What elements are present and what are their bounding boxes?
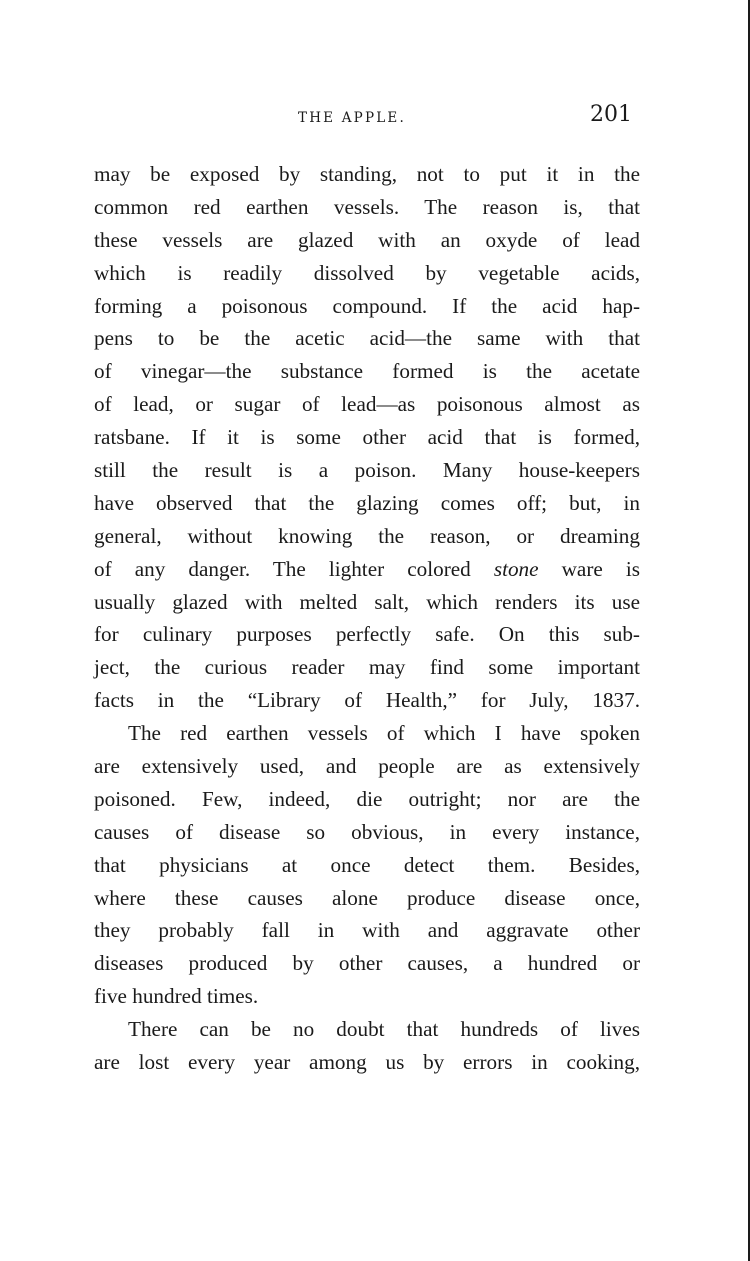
paragraph-2 (94, 717, 640, 1013)
text-line: may be exposed by standing, not to put it in the (94, 162, 640, 186)
paragraph-1 (94, 158, 640, 717)
text-line: pens to be the acetic acid—the same with that (94, 326, 640, 351)
text-line: have observed that the glazing comes off; but, in (94, 490, 640, 515)
italic-emphasis: stone (493, 556, 539, 581)
text-line: of lead, or sugar of lead—as poisonous almost as (94, 392, 640, 417)
text-line: causes of disease so obvious, in every instance, (94, 819, 640, 844)
text-line: diseases produced by other causes, a hundred or (94, 951, 640, 976)
text-line: of any danger. The lighter colored stone ware is (94, 556, 640, 581)
text-line: still the result is a poison. Many house-keepers (94, 458, 640, 483)
text-line: ject, the curious reader may find some important (94, 655, 640, 680)
text-line: usually glazed with melted salt, which renders its use (94, 589, 640, 614)
text-line: forming a poisonous compound. If the acid hap- (94, 293, 640, 318)
body-text (94, 158, 640, 1079)
text-line: that physicians at once detect them. Besides, (94, 852, 640, 877)
paragraph-3 (94, 1013, 640, 1079)
running-title: THE APPLE. (298, 110, 406, 126)
text-line: common red earthen vessels. The reason is, that (94, 194, 640, 219)
text-line: which is readily dissolved by vegetable acids, (94, 260, 640, 285)
text-line: for culinary purposes perfectly safe. On this sub- (94, 622, 640, 647)
text-line: are lost every year among us by errors in cooking, (94, 1050, 640, 1075)
text-line: they probably fall in with and aggravate other (94, 918, 640, 943)
text-line: The red earthen vessels of which I have spoken (128, 721, 640, 746)
text-line: ratsbane. If it is some other acid that is formed, (94, 425, 640, 450)
text-line: facts in the “Library of Health,” for July, 1837. (94, 688, 640, 713)
text-line: these vessels are glazed with an oxyde of lead (94, 227, 640, 252)
page-number: 201 (590, 102, 632, 127)
text-line: poisoned. Few, indeed, die outright; nor are the (94, 786, 640, 811)
text-line: of vinegar—the substance formed is the acetate (94, 359, 640, 384)
text-line: are extensively used, and people are as extensively (94, 754, 640, 779)
text-line: general, without knowing the reason, or dreaming (94, 523, 640, 548)
text-line: There can be no doubt that hundreds of lives (128, 1017, 640, 1042)
text-line: where these causes alone produce disease once, (94, 885, 640, 910)
running-head (0, 102, 750, 138)
text-line: five hundred times. (94, 984, 259, 1009)
